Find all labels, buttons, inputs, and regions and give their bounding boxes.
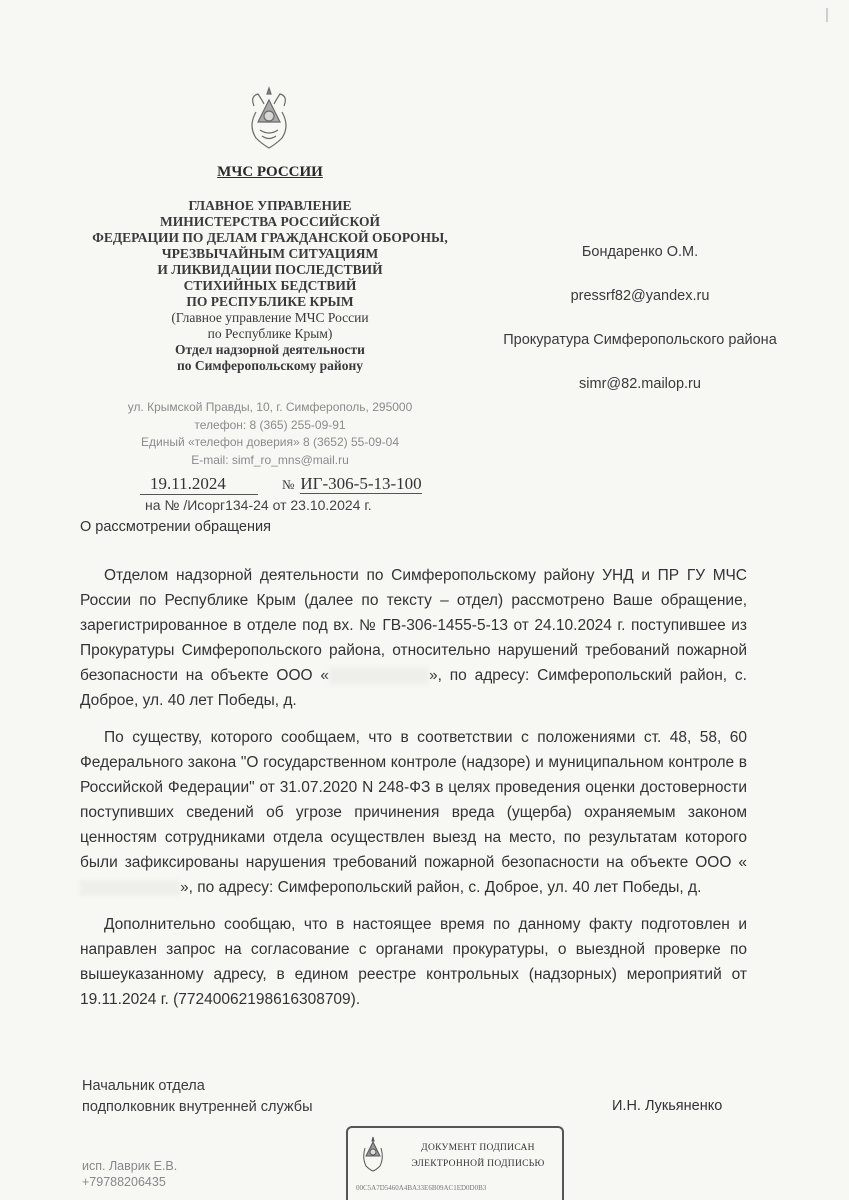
address: ул. Крымской Правды, 10, г. Симферополь, 295000 — [127, 400, 413, 414]
stamp-line: ЭЛЕКТРОННОЙ ПОДПИСЬЮ — [411, 1159, 545, 1169]
org-line: МИНИСТЕРСТВА РОССИЙСКОЙ — [160, 214, 380, 229]
registration-line — [140, 474, 422, 495]
mchs-emblem-icon — [246, 86, 292, 150]
number-label: № — [282, 477, 295, 492]
registration-number: ИГ-306-5-13-100 — [300, 474, 422, 493]
position-title: Начальник отдела — [82, 1078, 205, 1094]
registration-date: 19.11.2024 — [140, 474, 258, 495]
executor-phone: +79788206435 — [82, 1175, 166, 1189]
signatory-name: И.Н. Лукьяненко — [612, 1098, 723, 1114]
org-line: ГЛАВНОЕ УПРАВЛЕНИЕ — [188, 198, 352, 213]
paragraph-1-part-a: Отделом надзорной деятельности по Симферопольскому району УНД и ПР ГУ МЧС России по Республике Крым (далее по тексту – отдел) рассмотрено Ваше обращение, зарегистрированное в отделе под вх. № ГВ-306-1455-5-13 от 24.10.2024 г. поступившее из Прокуратуры Симферопольского района, относительно нарушений требований пожарной безопасности на объекте ООО « — [80, 567, 747, 684]
department-name: по Симферопольскому району — [176, 358, 363, 373]
org-short-name: по Республике Крым) — [207, 326, 333, 341]
recipient-name: Бондаренко О.М. — [581, 244, 699, 260]
stamp-line: ДОКУМЕНТ ПОДПИСАН — [421, 1143, 535, 1153]
paragraph-1-part-b: », по адресу: Симферопольский район, с. Доброе, ул. 40 лет Победы, д. — [80, 667, 747, 709]
paragraph-2-part-b: », по адресу: Симферопольский район, с. Доброе, ул. 40 лет Победы, д. — [180, 879, 702, 896]
org-line: И ЛИКВИДАЦИИ ПОСЛЕДСТВИЙ — [157, 262, 383, 277]
org-short-name: (Главное управление МЧС России — [171, 310, 369, 325]
e-signature-stamp — [346, 1126, 564, 1200]
letter-body — [80, 563, 747, 1024]
paragraph-1 — [80, 563, 747, 713]
org-line: ЧРЕЗВЫЧАЙНЫМ СИТУАЦИЯМ — [161, 246, 379, 261]
contacts-block — [60, 399, 480, 469]
org-line: ПО РЕСПУБЛИКЕ КРЫМ — [186, 294, 354, 309]
paragraph-2 — [80, 725, 747, 900]
email: E-mail: simf_ro_mns@mail.ru — [191, 452, 349, 467]
paragraph-2-part-a: По существу, которого сообщаем, что в соответствии с положениями ст. 48, 58, 60 Федерального закона "О государственном контроле (надзоре) и муниципальном контроле в Российской Федерации" от 31.07.2020 N 248-ФЗ в целях проведения оценки достоверности поступивших сведений об угрозе причинения вреда (ущерба) охраняемым законом ценностям сотрудниками отдела осуществлен выезд на место, по результатам которого были зафиксированы нарушения требований пожарной безопасности на объекте ООО « — [80, 729, 747, 871]
recipient-org: Прокуратура Симферопольского района — [503, 332, 777, 348]
recipients-block — [470, 244, 810, 420]
redacted-name — [80, 880, 180, 896]
recipient-org-email: simr@82.mailop.ru — [579, 376, 701, 392]
ministry-title: МЧС РОССИИ — [217, 164, 323, 180]
position-rank: подполковник внутренней службы — [82, 1099, 313, 1115]
org-line: ФЕДЕРАЦИИ ПО ДЕЛАМ ГРАЖДАНСКОЙ ОБОРОНЫ, — [92, 230, 448, 245]
org-header-block — [60, 198, 480, 374]
scan-artifact — [826, 8, 828, 22]
executor-block — [82, 1158, 177, 1190]
mchs-emblem-icon — [360, 1136, 386, 1172]
redacted-name — [329, 668, 429, 684]
hotline: Единый «телефон доверия» 8 (3652) 55-09-04 — [140, 435, 400, 449]
signature-position — [82, 1076, 313, 1118]
stamp-text — [398, 1140, 558, 1172]
reference-line: на № /Исорг134-24 от 23.10.2024 г. — [145, 497, 372, 513]
org-line: СТИХИЙНЫХ БЕДСТВИЙ — [183, 278, 357, 293]
department-name: Отдел надзорной деятельности — [175, 342, 365, 357]
subject-line: О рассмотрении обращения — [80, 519, 271, 535]
recipient-email: pressrf82@yandex.ru — [570, 288, 710, 304]
paragraph-3: Дополнительно сообщаю, что в настоящее время по данному факту подготовлен и направлен запрос на согласование с органами прокуратуры, о выездной проверке по вышеуказанному адресу, в едином реестре контрольных (надзорных) мероприятий от 19.11.2024 г. (77240062198616308709). — [80, 916, 747, 1008]
executor-name: исп. Лаврик Е.В. — [82, 1159, 178, 1173]
phone: телефон: 8 (365) 255-09-91 — [194, 417, 346, 432]
certificate-number: 00C5A7D5460A4BA33E6B09AC1ED0D0B3 — [356, 1184, 487, 1192]
